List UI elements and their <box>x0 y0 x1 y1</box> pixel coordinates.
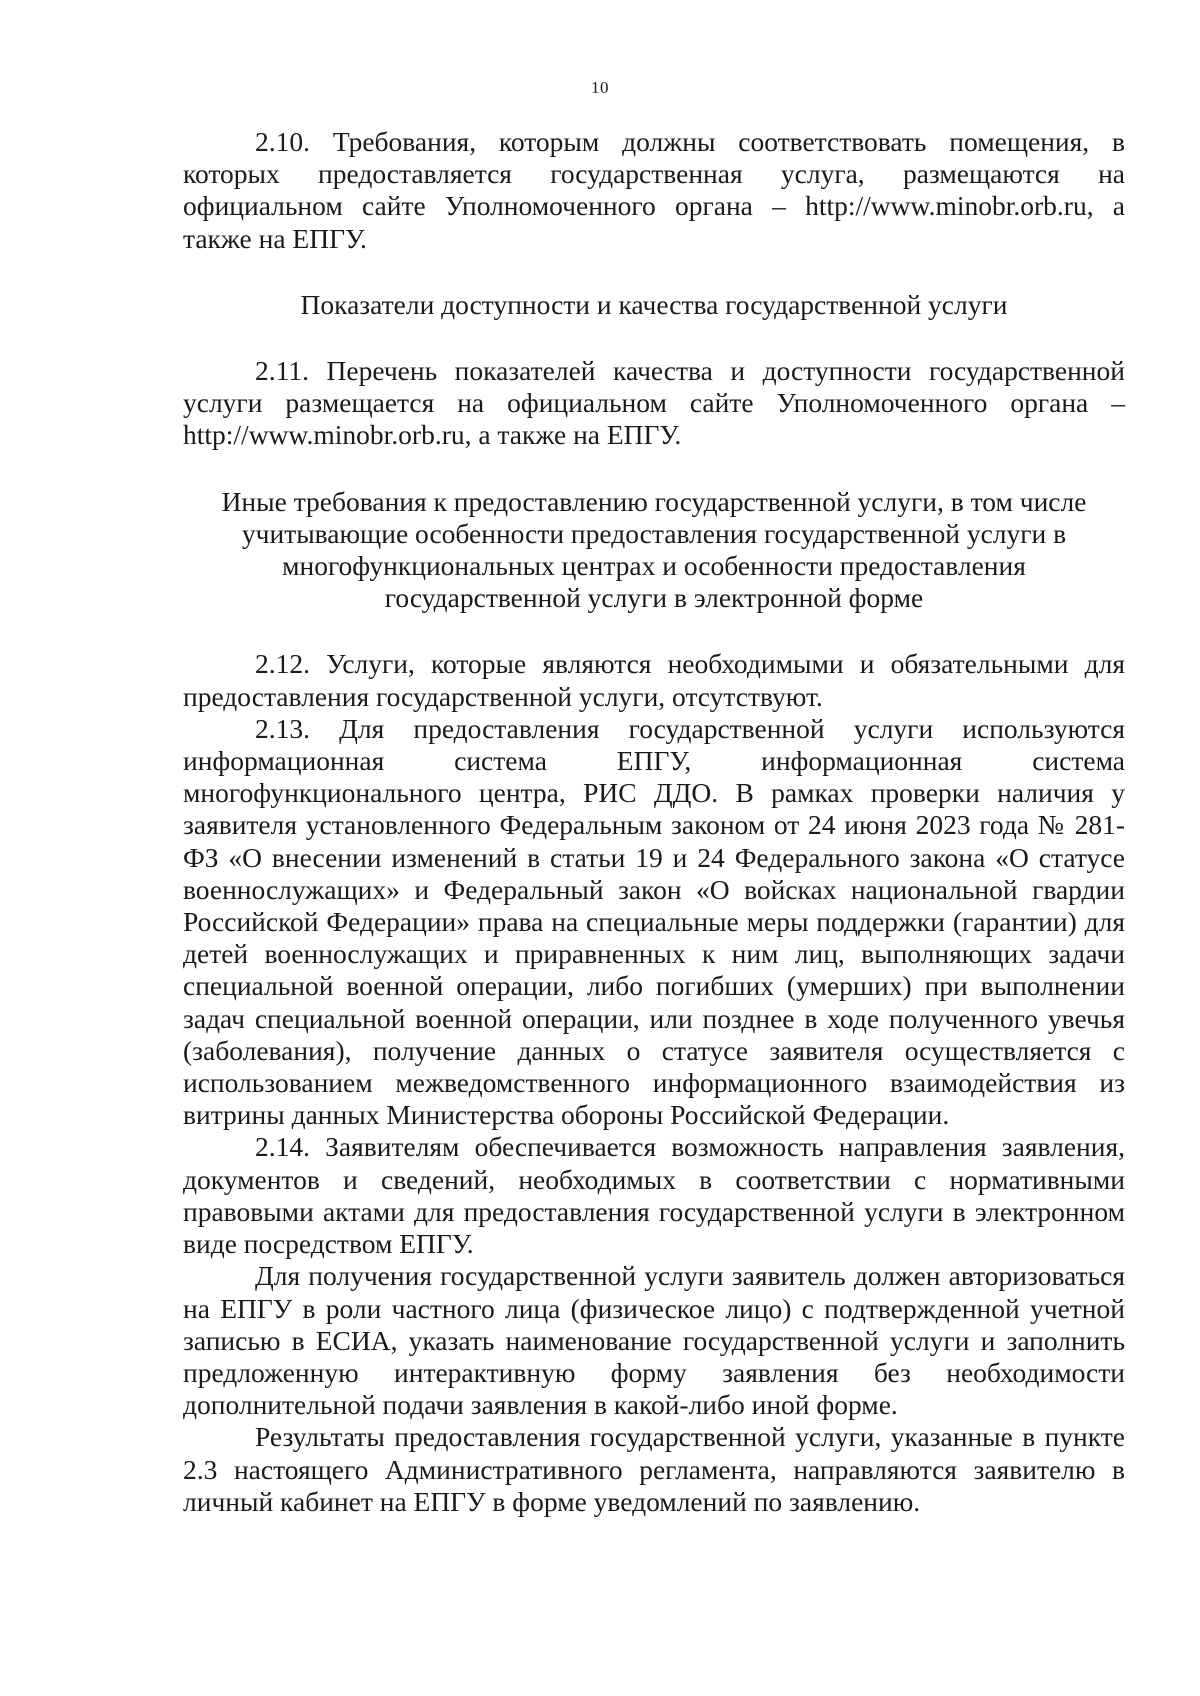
document-body <box>183 126 1125 1518</box>
paragraph-2-10: 2.10. Требования, которым должны соответствовать помещения, в которых предоставляется государственная услуга, размещаются на официальном сайте Уполномоченного органа – http://www.minobr.orb.ru, а также на ЕПГУ. <box>183 126 1125 254</box>
paragraph-results: Результаты предоставления государственной услуги, указанные в пункте 2.3 настоящего Административного регламента, направляются заявителю в личный кабинет на ЕПГУ в форме уведомлений по заявлению. <box>183 1421 1125 1517</box>
paragraph-authorization: Для получения государственной услуги заявитель должен авторизоваться на ЕПГУ в роли частного лица (физическое лицо) с подтвержденной учетной записью в ЕСИА, указать наименование государственной услуги и заполнить предложенную интерактивную форму заявления без необходимости дополнительной подачи заявления в какой-либо иной форме. <box>183 1260 1125 1421</box>
paragraph-2-13: 2.13. Для предоставления государственной услуги используются информационная система ЕПГУ, информационная система многофункционального центра, РИС ДДО. В рамках проверки наличия у заявителя установленного Федеральным законом от 24 июня 2023 года № 281-ФЗ «О внесении изменений в статьи 19 и 24 Федерального закона «О статусе военнослужащих» и Федеральный закон «О войсках национальной гвардии Российской Федерации» права на специальные меры поддержки (гарантии) для детей военнослужащих и приравненных к ним лиц, выполняющих задачи специальной военной операции, либо погибших (умерших) при выполнении задач специальной военной операции, или позднее в ходе полученного увечья (заболевания), получение данных о статусе заявителя осуществляется с использованием межведомственного информационного взаимодействия из витрины данных Министерства обороны Российской Федерации. <box>183 712 1125 1131</box>
section-heading-other-requirements: Иные требования к предоставлению государственной услуги, в том числе учитывающие особенности предоставления государственной услуги в многофункциональных центрах и особенности предоставления государственной услуги в электронной форме <box>221 485 1087 614</box>
paragraph-2-11: 2.11. Перечень показателей качества и доступности государственной услуги размещается на официальном сайте Уполномоченного органа – http://www.minobr.orb.ru, а также на ЕПГУ. <box>183 355 1125 451</box>
paragraph-2-14: 2.14. Заявителям обеспечивается возможность направления заявления, документов и сведений, необходимых в соответствии с нормативными правовыми актами для предоставления государственной услуги в электронном виде посредством ЕПГУ. <box>183 1131 1125 1260</box>
paragraph-2-12: 2.12. Услуги, которые являются необходимыми и обязательными для предоставления государственной услуги, отсутствуют. <box>183 648 1125 712</box>
page-number: 10 <box>591 78 609 97</box>
section-heading-quality: Показатели доступности и качества государственной услуги <box>300 288 1008 320</box>
